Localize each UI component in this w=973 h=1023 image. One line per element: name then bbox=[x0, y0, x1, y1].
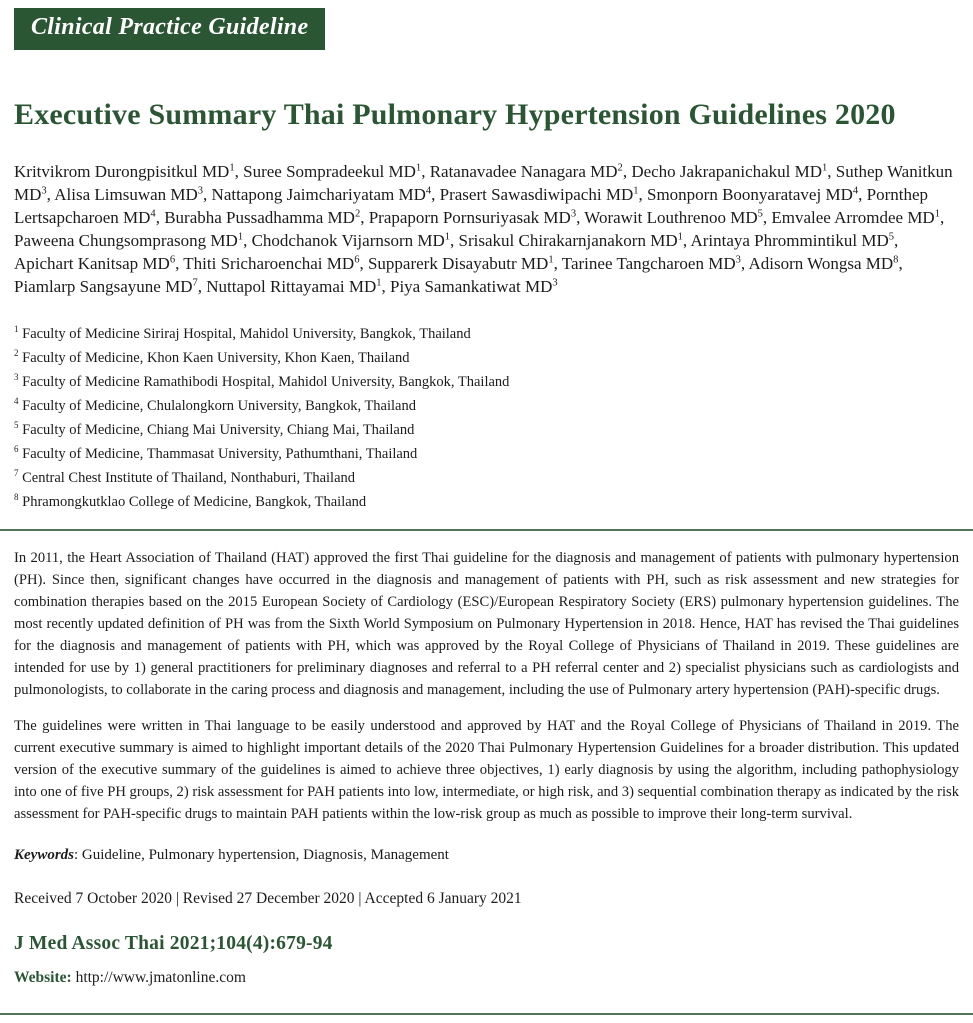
affiliation-number: 7 bbox=[14, 467, 19, 478]
author-affiliation-ref: 5 bbox=[757, 207, 763, 219]
author-affiliation-ref: 4 bbox=[425, 184, 432, 196]
author-affiliation-ref: 2 bbox=[354, 207, 361, 219]
author-affiliation-ref: 6 bbox=[354, 253, 360, 265]
top-divider bbox=[0, 529, 973, 531]
affiliation-item: $^7$ Central Chest Institute of Thailand, Nonthaburi, Thailand bbox=[14, 467, 356, 486]
affiliation-number: 6 bbox=[14, 443, 19, 454]
author-name: Piya Samankatiwat $MD^3$ bbox=[390, 276, 558, 296]
affiliation-item: $^4$ Faculty of Medicine, Chulalongkorn University, Bangkok, Thailand bbox=[14, 395, 416, 414]
author-name: Nattapong Jaimchariyatam $MD^4$ bbox=[211, 184, 432, 204]
affiliation-number: 2 bbox=[14, 347, 19, 358]
author-name: Burabha Pussadhamma $MD^2$ bbox=[164, 207, 361, 227]
author-name: Worawit Louthrenoo $MD^5$ bbox=[584, 207, 763, 227]
author-name: Emvalee Arromdee $MD^1$ bbox=[771, 207, 940, 227]
article-title: Executive Summary Thai Pulmonary Hypertension Guidelines 2020 bbox=[14, 97, 896, 131]
author-affiliation-ref: 3 bbox=[197, 184, 204, 196]
author-name: Ratanavadee Nanagara $MD^2$ bbox=[429, 161, 623, 181]
author-name: Nuttapol Rittayamai $MD^1$ bbox=[206, 276, 382, 296]
author-affiliation-ref: 1 bbox=[229, 161, 235, 173]
author-affiliation-ref: 5 bbox=[888, 230, 895, 242]
author-affiliation-ref: 4 bbox=[852, 184, 859, 196]
author-affiliation-ref: 1 bbox=[237, 230, 244, 242]
author-name: Decho Jakrapanichakul $MD^1$ bbox=[631, 161, 828, 181]
author-name: Srisakul Chirakarnjanakorn $MD^1$ bbox=[458, 230, 683, 250]
author-name: Tarinee Tangcharoen $MD^3$ bbox=[561, 253, 741, 273]
author-affiliation-ref: 1 bbox=[444, 230, 451, 242]
author-name: Adisorn Wongsa $MD^8$ bbox=[748, 253, 899, 273]
author-affiliation-ref: 1 bbox=[376, 276, 382, 288]
author-name: Prapaporn Pornsuriyasak $MD^3$ bbox=[368, 207, 577, 227]
keywords-values: : Guideline, Pulmonary hypertension, Diagnosis, Management bbox=[74, 846, 449, 863]
affiliation-item: $^8$ Phramongkutklao College of Medicine, Bangkok, Thailand bbox=[14, 491, 367, 510]
author-affiliation-ref: 1 bbox=[677, 230, 683, 242]
author-affiliation-ref: 1 bbox=[934, 207, 940, 219]
website-label: Website: bbox=[14, 968, 72, 986]
affiliation-number: 5 bbox=[14, 419, 19, 430]
article-history: Received 7 October 2020 | Revised 27 December 2020 | Accepted 6 January 2021 bbox=[14, 889, 522, 907]
author-affiliation-ref: 1 bbox=[415, 161, 422, 173]
author-affiliation-ref: 2 bbox=[617, 161, 623, 173]
affiliation-item: $^2$ Faculty of Medicine, Khon Kaen University, Khon Kaen, Thailand bbox=[14, 347, 410, 366]
author-affiliation-ref: 8 bbox=[893, 253, 899, 265]
article-type-badge bbox=[14, 8, 325, 50]
abstract-paragraph: The guidelines were written in Thai language to be easily understood and approved by HAT and the Royal College of Physicians of Thailand in 2019. The current executive summary is aimed to highlight important details of the 2020 Thai Pulmonary Hypertension Guidelines for a broader distribution. This updated version of the executive summary of the guidelines is aimed to achieve three objectives, 1) early diagnosis by using the algorithm, including pathophysiology into one of five PH groups, 2) risk assessment for PAH patients into low, intermediate, or high risk, and 3) sequential combination therapy as indicated by the risk assessment for PAH-specific drugs to maintain PAH patients within the low-risk group as much as possible to improve their long-term survival. bbox=[14, 717, 959, 822]
author-name: Paweena Chungsomprasong $MD^1$ bbox=[14, 230, 244, 250]
author-name: Apichart Kanitsap $MD^6$ bbox=[14, 253, 176, 273]
author-name: Thiti Sricharoenchai $MD^6$ bbox=[183, 253, 360, 273]
website-line bbox=[14, 967, 959, 988]
affiliation-list bbox=[14, 322, 959, 514]
article-type-label: Clinical Practice Guideline bbox=[31, 14, 309, 40]
author-name: Kritvikrom Durongpisitkul $MD^1$ bbox=[14, 161, 235, 181]
author-name: Suthep Wanitkun $MD^3$ bbox=[14, 161, 953, 204]
author-affiliation-ref: 3 bbox=[570, 207, 577, 219]
author-affiliation-ref: 4 bbox=[150, 207, 156, 219]
journal-citation: J Med Assoc Thai 2021;104(4):679-94 bbox=[14, 932, 333, 954]
bottom-divider bbox=[0, 1013, 973, 1015]
abstract-paragraph: In 2011, the Heart Association of Thailand (HAT) approved the first Thai guideline for the diagnosis and management of patients with pulmonary hypertension (PH). Since then, significant changes have occurred in the diagnosis and management of patients with PH, such as risk assessment and new strategies for combination therapies based on the 2015 European Society of Cardiology (ESC)/European Respiratory Society (ERS) pulmonary hypertension guidelines. The most recently updated definition of PH was from the Sixth World Symposium on Pulmonary Hypertension in 2018. Hence, HAT has revised the Thai guidelines for the diagnosis and management of patients with PH, which was approved by the Royal College of Physicians of Thailand in 2019. These guidelines are intended for use by 1) general practitioners for preliminary diagnoses and referral to a PH referral center and 2) specialist physicians such as cardiologists and pulmonologists, to collaborate in the caring process and diagnosis and management, including the use of Pulmonary artery hypertension (PAH)-specific drugs. bbox=[14, 549, 959, 698]
affiliation-item: $^1$ Faculty of Medicine Siriraj Hospital, Mahidol University, Bangkok, Thailand bbox=[14, 323, 471, 342]
author-affiliation-ref: 3 bbox=[552, 276, 558, 288]
affiliation-item: $^3$ Faculty of Medicine Ramathibodi Hospital, Mahidol University, Bangkok, Thailand bbox=[14, 371, 510, 390]
author-name: Suree Sompradeekul $MD^1$ bbox=[243, 161, 422, 181]
affiliation-number: 4 bbox=[14, 395, 19, 406]
author-name: Pornthep Lertsapcharoen $MD^4$ bbox=[14, 184, 928, 227]
author-affiliation-ref: 7 bbox=[192, 276, 198, 288]
author-name: Piamlarp Sangsayune $MD^7$ bbox=[14, 276, 198, 296]
abstract-section bbox=[14, 533, 959, 825]
affiliation-number: 1 bbox=[14, 323, 19, 334]
keywords-line bbox=[14, 845, 959, 866]
author-name: Smonporn Boonyaratavej $MD^4$ bbox=[646, 184, 859, 204]
affiliation-number: 8 bbox=[14, 491, 19, 502]
author-name: Chodchanok Vijarnsorn $MD^1$ bbox=[251, 230, 451, 250]
author-affiliation-ref: 6 bbox=[169, 253, 176, 265]
author-affiliation-ref: 3 bbox=[41, 184, 47, 196]
author-affiliation-ref: 1 bbox=[822, 161, 828, 173]
author-affiliation-ref: 1 bbox=[633, 184, 639, 196]
affiliation-number: 3 bbox=[14, 371, 19, 382]
affiliation-item: $^5$ Faculty of Medicine, Chiang Mai University, Chiang Mai, Thailand bbox=[14, 419, 415, 438]
author-name: Prasert Sawasdiwipachi $MD^1$ bbox=[439, 184, 639, 204]
affiliation-item: $^6$ Faculty of Medicine, Thammasat University, Pathumthani, Thailand bbox=[14, 443, 418, 462]
website-url[interactable]: http://www.jmatonline.com bbox=[75, 968, 246, 986]
author-name: Alisa Limsuwan $MD^3$ bbox=[54, 184, 204, 204]
author-name: Supparerk Disayabutr $MD^1$ bbox=[367, 253, 554, 273]
keywords-label: Keywords bbox=[14, 846, 74, 863]
author-affiliation-ref: 3 bbox=[735, 253, 741, 265]
author-list: Kritvikrom Durongpisitkul $MD^1$, Suree Sompradeekul $MD^1$, Ratanavadee Nanagara $MD^2$, Decho Jakrapanichakul $MD^1$, Suthep Wanitkun $MD^3$, Alisa Limsuwan $MD^3$, Nattapong Jaimchariyatam $MD^4$, Prasert Sawasdiwipachi $MD^1$, Smonporn Boonyaratavej $MD^4$, Pornthep Lertsapcharoen $MD^4$, Burabha Pussadhamma $MD^2$, Prapaporn Pornsuriyasak $MD^3$, Worawit Louthrenoo $MD^5$, Emvalee Arromdee $MD^1$, Paweena Chungsomprasong $MD^1$, Chodchanok Vijarnsorn $MD^1$, Srisakul Chirakarnjanakorn $MD^1$, Arintaya Phrommintikul $MD^5$, Apichart Kanitsap $MD^6$, Thiti Sricharoenchai $MD^6$, Supparerk Disayabutr $MD^1$, Tarinee Tangcharoen $MD^3$, Adisorn Wongsa $MD^8$, Piamlarp Sangsayune $MD^7$, Nuttapol Rittayamai $MD^1$, Piya Samankatiwat $MD^3$ bbox=[14, 161, 953, 296]
author-name: Arintaya Phrommintikul $MD^5$ bbox=[690, 230, 895, 250]
author-affiliation-ref: 1 bbox=[548, 253, 554, 265]
